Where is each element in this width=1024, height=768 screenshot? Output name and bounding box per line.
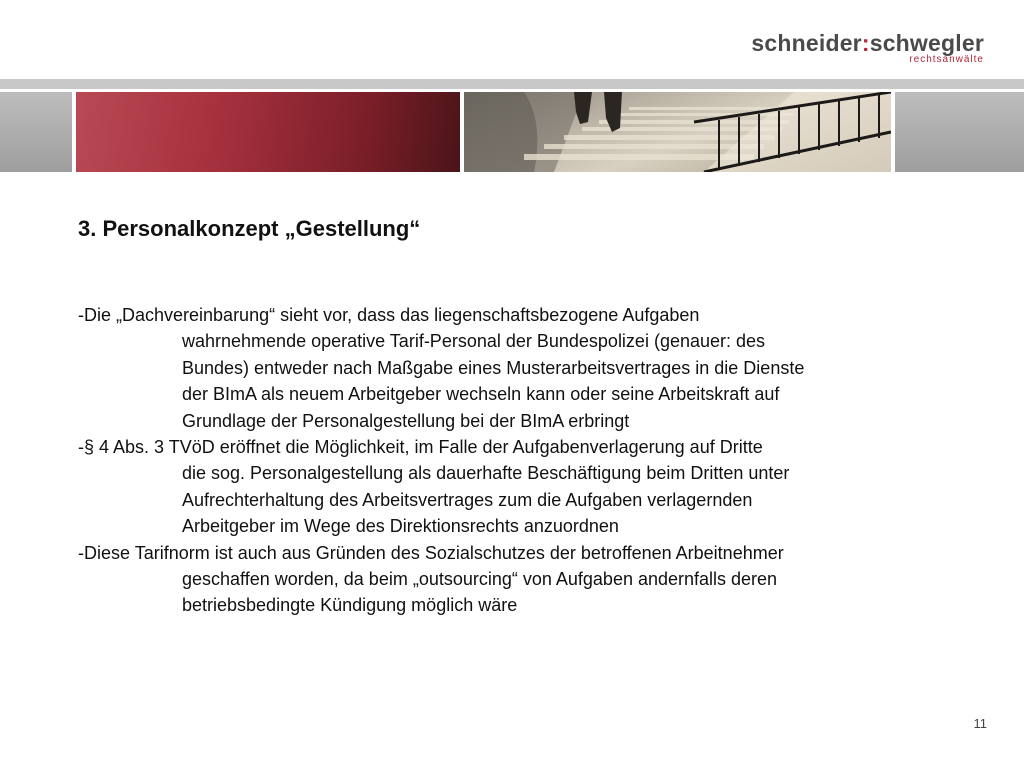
paragraph-2-line-2: die sog. Personalgestellung als dauerhafte Beschäftigung beim Dritten unter	[182, 463, 790, 484]
paragraph-3	[78, 540, 998, 619]
logo-left: schneider	[751, 30, 862, 56]
slide-title: 3. Personalkonzept „Gestellung“	[78, 216, 421, 241]
slide-body	[78, 302, 998, 619]
paragraph-2	[78, 434, 998, 540]
logo-subtitle: rechtsanwälte	[909, 54, 984, 65]
paragraph-3-line-3: betriebsbedingte Kündigung möglich wäre	[182, 595, 518, 616]
staircase-illustration	[464, 92, 891, 172]
paragraph-1-line-4: der BImA als neuem Arbeitgeber wechseln kann oder seine Arbeitskraft auf	[182, 384, 780, 405]
page-number: 11	[973, 716, 987, 731]
paragraph-1	[78, 302, 998, 434]
header-gray-block-left	[0, 92, 72, 172]
paragraph-1-line-2: wahrnehmende operative Tarif-Personal der Bundespolizei (genauer: des	[182, 331, 766, 352]
logo-right: schwegler	[869, 30, 984, 56]
header-rule	[0, 79, 1024, 89]
header-red-panel	[76, 92, 460, 172]
paragraph-1-line-3: Bundes) entweder nach Maßgabe eines Musterarbeitsvertrages in die Dienste	[182, 357, 805, 378]
header-gray-block-right	[895, 92, 1024, 172]
logo-separator: :	[861, 30, 870, 56]
paragraph-1-line-5: Grundlage der Personalgestellung bei der BImA erbringt	[182, 410, 630, 431]
paragraph-3-line-2: geschaffen worden, da beim „outsourcing“ von Aufgaben andernfalls deren	[182, 569, 778, 590]
paragraph-3-line-1: -Diese Tarifnorm ist auch aus Gründen des Sozialschutzes der betroffenen Arbeitnehmer	[78, 542, 784, 563]
paragraph-1-line-1: -Die „Dachvereinbarung“ sieht vor, dass das liegenschaftsbezogene Aufgaben	[78, 305, 700, 325]
paragraph-2-line-3: Aufrechterhaltung des Arbeitsvertrages zum die Aufgaben verlagernden	[182, 489, 753, 510]
paragraph-2-line-4: Arbeitgeber im Wege des Direktionsrechts anzuordnen	[182, 516, 619, 537]
logo	[751, 30, 984, 66]
header-photo-staircase	[464, 92, 891, 172]
paragraph-2-line-1: -§ 4 Abs. 3 TVöD eröffnet die Möglichkeit, im Falle der Aufgabenverlagerung auf Dritte	[78, 437, 763, 458]
header-band	[0, 92, 1024, 172]
